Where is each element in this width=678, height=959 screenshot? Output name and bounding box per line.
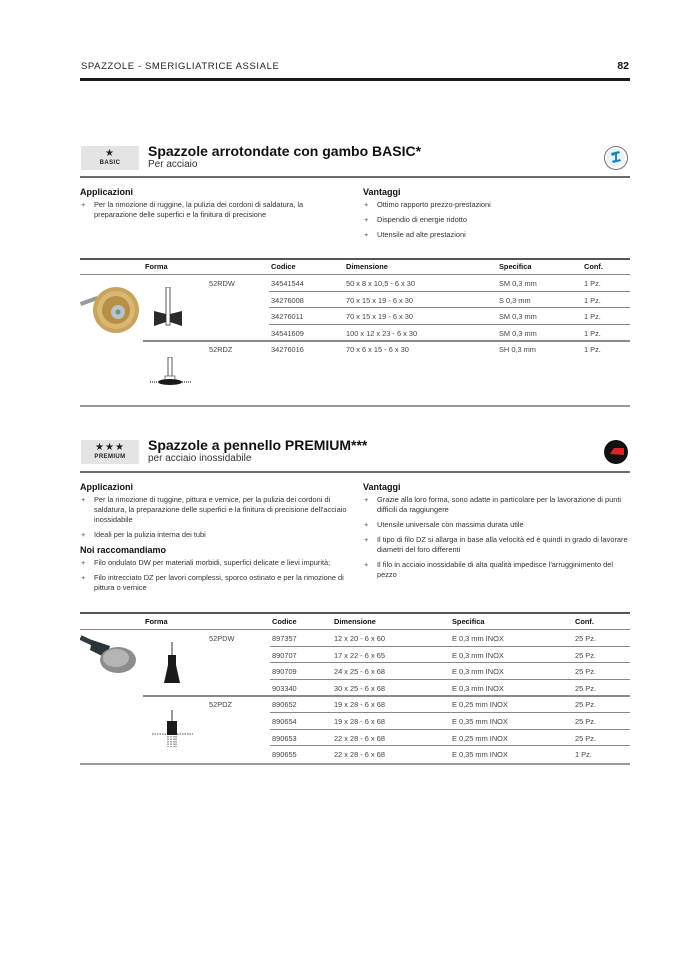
cell-dim: 19 x 28 - 6 x 68 bbox=[334, 717, 385, 726]
basic-badge bbox=[81, 146, 139, 170]
col-header-forma: Forma bbox=[145, 262, 168, 271]
col-header-conf: Conf. bbox=[575, 617, 594, 626]
pencil-brush-photo bbox=[80, 632, 140, 678]
application-item: + Per la rimozione di ruggine, pittura e vernice, per la pulizia dei cordoni di saldatura, la preparazione delle superfici e la finitura di precisione dell'acciaio inossidabile bbox=[80, 495, 348, 525]
section-end-rule bbox=[80, 763, 630, 765]
applications-block bbox=[80, 482, 348, 598]
form-code: 52PDZ bbox=[209, 700, 233, 710]
52rdz-drawing bbox=[148, 357, 193, 387]
section-rule bbox=[80, 176, 630, 178]
cell-code: 34541544 bbox=[271, 279, 304, 288]
cell-code: 890652 bbox=[272, 700, 297, 710]
cell-dim: 19 x 28 - 6 x 68 bbox=[334, 700, 385, 710]
col-header-codice: Codice bbox=[271, 262, 296, 271]
cell-spec: E 0,3 mm INOX bbox=[452, 634, 504, 643]
cell-spec: SH 0,3 mm bbox=[499, 345, 536, 355]
group-separator bbox=[143, 695, 630, 697]
badge-label: BASIC bbox=[99, 160, 121, 166]
cell-dim: 22 x 28 - 6 x 68 bbox=[334, 733, 385, 743]
col-header-dimensione: Dimensione bbox=[346, 262, 388, 271]
applications-heading: Applicazioni bbox=[80, 187, 134, 197]
row-rule bbox=[269, 291, 630, 292]
star-icon: ★ bbox=[105, 148, 115, 159]
cell-dim: 22 x 28 - 6 x 68 bbox=[334, 750, 385, 760]
cell-spec: S 0,3 mm bbox=[499, 295, 531, 305]
cell-spec: SM 0,3 mm bbox=[499, 328, 537, 338]
cell-code: 34276016 bbox=[271, 345, 304, 355]
cell-code: 34541609 bbox=[271, 328, 304, 338]
form-code: 52RDZ bbox=[209, 345, 233, 355]
section-subtitle: per acciaio inossidabile bbox=[148, 453, 252, 464]
row-rule bbox=[270, 646, 630, 647]
advantage-item: + Il tipo di filo DZ si allarga in base alla velocità ed è quindi in grado di lavorare diametri del foro differenti bbox=[363, 535, 628, 555]
advantages-heading: Vantaggi bbox=[363, 482, 401, 492]
cell-conf: 25 Pz. bbox=[575, 733, 596, 743]
cell-spec: E 0,25 mm INOX bbox=[452, 733, 508, 743]
form-code: 52PDW bbox=[209, 634, 235, 643]
cell-conf: 1 Pz. bbox=[584, 312, 601, 322]
col-header-dimensione: Dimensione bbox=[334, 617, 376, 626]
cell-conf: 25 Pz. bbox=[575, 700, 596, 710]
cell-conf: 25 Pz. bbox=[575, 717, 596, 726]
recommend-heading: Noi raccomandiamo bbox=[80, 545, 167, 555]
cell-dim: 100 x 12 x 23 - 6 x 30 bbox=[346, 328, 418, 338]
cell-dim: 24 x 25 - 6 x 68 bbox=[334, 667, 385, 677]
cell-dim: 70 x 6 x 15 - 6 x 30 bbox=[346, 345, 409, 355]
cell-code: 890707 bbox=[272, 650, 297, 660]
col-header-specifica: Specifica bbox=[452, 617, 485, 626]
cell-code: 890654 bbox=[272, 717, 297, 726]
advantage-item: + Grazie alla loro forma, sono adatte in particolare per la lavorazione di punti difficili da raggiungere bbox=[363, 495, 628, 515]
row-rule bbox=[270, 679, 630, 680]
row-rule bbox=[270, 662, 630, 663]
cell-conf: 1 Pz. bbox=[584, 295, 601, 305]
inox-material-icon bbox=[604, 440, 628, 464]
section-rule bbox=[80, 471, 630, 473]
cell-conf: 25 Pz. bbox=[575, 667, 596, 677]
advantage-item: + Dispendio di energie ridotto bbox=[363, 215, 628, 225]
52rdw-drawing bbox=[150, 287, 186, 332]
cell-dim: 70 x 15 x 19 - 6 x 30 bbox=[346, 312, 413, 322]
row-rule bbox=[270, 729, 630, 730]
badge-label: PREMIUM bbox=[94, 454, 126, 460]
row-rule bbox=[269, 324, 630, 325]
page-number: 82 bbox=[617, 60, 629, 72]
cell-conf: 1 Pz. bbox=[575, 750, 592, 760]
col-header-conf: Conf. bbox=[584, 262, 603, 271]
cell-code: 890709 bbox=[272, 667, 297, 677]
recommendation-item: + Filo ondulato DW per materiali morbidi, superfici delicate e lievi impurità; bbox=[80, 558, 348, 568]
applications-heading: Applicazioni bbox=[80, 482, 134, 492]
col-header-forma: Forma bbox=[145, 617, 168, 626]
section-title: Spazzole a pennello PREMIUM*** bbox=[148, 437, 368, 453]
cell-spec: E 0,35 mm INOX bbox=[452, 717, 508, 726]
cell-conf: 25 Pz. bbox=[575, 683, 596, 693]
cell-spec: E 0,25 mm INOX bbox=[452, 700, 508, 710]
wheel-brush-photo bbox=[80, 278, 142, 340]
52pdw-drawing bbox=[162, 642, 182, 684]
advantages-block bbox=[363, 482, 628, 585]
cell-code: 34276008 bbox=[271, 295, 304, 305]
cell-conf: 25 Pz. bbox=[575, 650, 596, 660]
section-subtitle: Per acciaio bbox=[148, 159, 198, 170]
table-top-rule bbox=[80, 612, 630, 614]
cell-spec: E 0,3 mm INOX bbox=[452, 683, 504, 693]
steel-beam-icon bbox=[604, 146, 628, 170]
application-item: + Per la rimozione di ruggine, la pulizia dei cordoni di saldatura, la preparazione delle superfici e la finitura di precisione bbox=[80, 200, 342, 220]
cell-conf: 25 Pz. bbox=[575, 634, 596, 643]
table-top-rule bbox=[80, 258, 630, 260]
cell-dim: 12 x 20 - 6 x 60 bbox=[334, 634, 385, 643]
cell-conf: 1 Pz. bbox=[584, 345, 601, 355]
header-rule bbox=[80, 78, 630, 81]
premium-badge bbox=[81, 440, 139, 464]
advantage-item: + Ottimo rapporto prezzo-prestazioni bbox=[363, 200, 628, 210]
cell-spec: SM 0,3 mm bbox=[499, 312, 537, 322]
application-item: + Ideali per la pulizia interna dei tubi bbox=[80, 530, 348, 540]
cell-dim: 17 x 22 - 6 x 65 bbox=[334, 650, 385, 660]
recommendation-item: + Filo intrecciato DZ per lavori complessi, sporco ostinato e per la rimozione di pittura o vernice bbox=[80, 573, 348, 593]
form-code: 52RDW bbox=[209, 279, 235, 288]
applications-block bbox=[80, 187, 342, 225]
cell-code: 34276011 bbox=[271, 312, 304, 322]
cell-code: 890653 bbox=[272, 733, 297, 743]
header-rule-row bbox=[80, 274, 630, 275]
cell-spec: E 0,3 mm INOX bbox=[452, 667, 504, 677]
advantages-heading: Vantaggi bbox=[363, 187, 401, 197]
group-separator bbox=[143, 340, 630, 342]
cell-code: 890655 bbox=[272, 750, 297, 760]
row-rule bbox=[270, 712, 630, 713]
cell-code: 903340 bbox=[272, 683, 297, 693]
header-rule-row bbox=[80, 629, 630, 630]
cell-spec: E 0,35 mm INOX bbox=[452, 750, 508, 760]
cell-spec: E 0,3 mm INOX bbox=[452, 650, 504, 660]
advantage-item: + Utensile universale con massima durata utile bbox=[363, 520, 628, 530]
row-rule bbox=[269, 307, 630, 308]
advantage-item: + Utensile ad alte prestazioni bbox=[363, 230, 628, 240]
stars-icon: ★★★ bbox=[95, 442, 125, 453]
cell-dim: 70 x 15 x 19 - 6 x 30 bbox=[346, 295, 413, 305]
cell-dim: 30 x 25 - 6 x 68 bbox=[334, 683, 385, 693]
cell-conf: 1 Pz. bbox=[584, 279, 601, 288]
col-header-specifica: Specifica bbox=[499, 262, 532, 271]
advantage-item: + Il filo in acciaio inossidabile di alta qualità impedisce l'arrugginimento del pezzo bbox=[363, 560, 628, 580]
section-title: Spazzole arrotondate con gambo BASIC* bbox=[148, 143, 422, 159]
section-end-rule bbox=[80, 405, 630, 407]
cell-spec: SM 0,3 mm bbox=[499, 279, 537, 288]
cell-code: 897357 bbox=[272, 634, 297, 643]
cell-dim: 50 x 8 x 10,5 - 6 x 30 bbox=[346, 279, 416, 288]
row-rule bbox=[270, 745, 630, 746]
col-header-codice: Codice bbox=[272, 617, 297, 626]
cell-conf: 1 Pz. bbox=[584, 328, 601, 338]
page-header-title: SPAZZOLE - SMERIGLIATRICE ASSIALE bbox=[81, 61, 280, 72]
advantages-block bbox=[363, 187, 628, 245]
52pdz-drawing bbox=[150, 710, 195, 748]
